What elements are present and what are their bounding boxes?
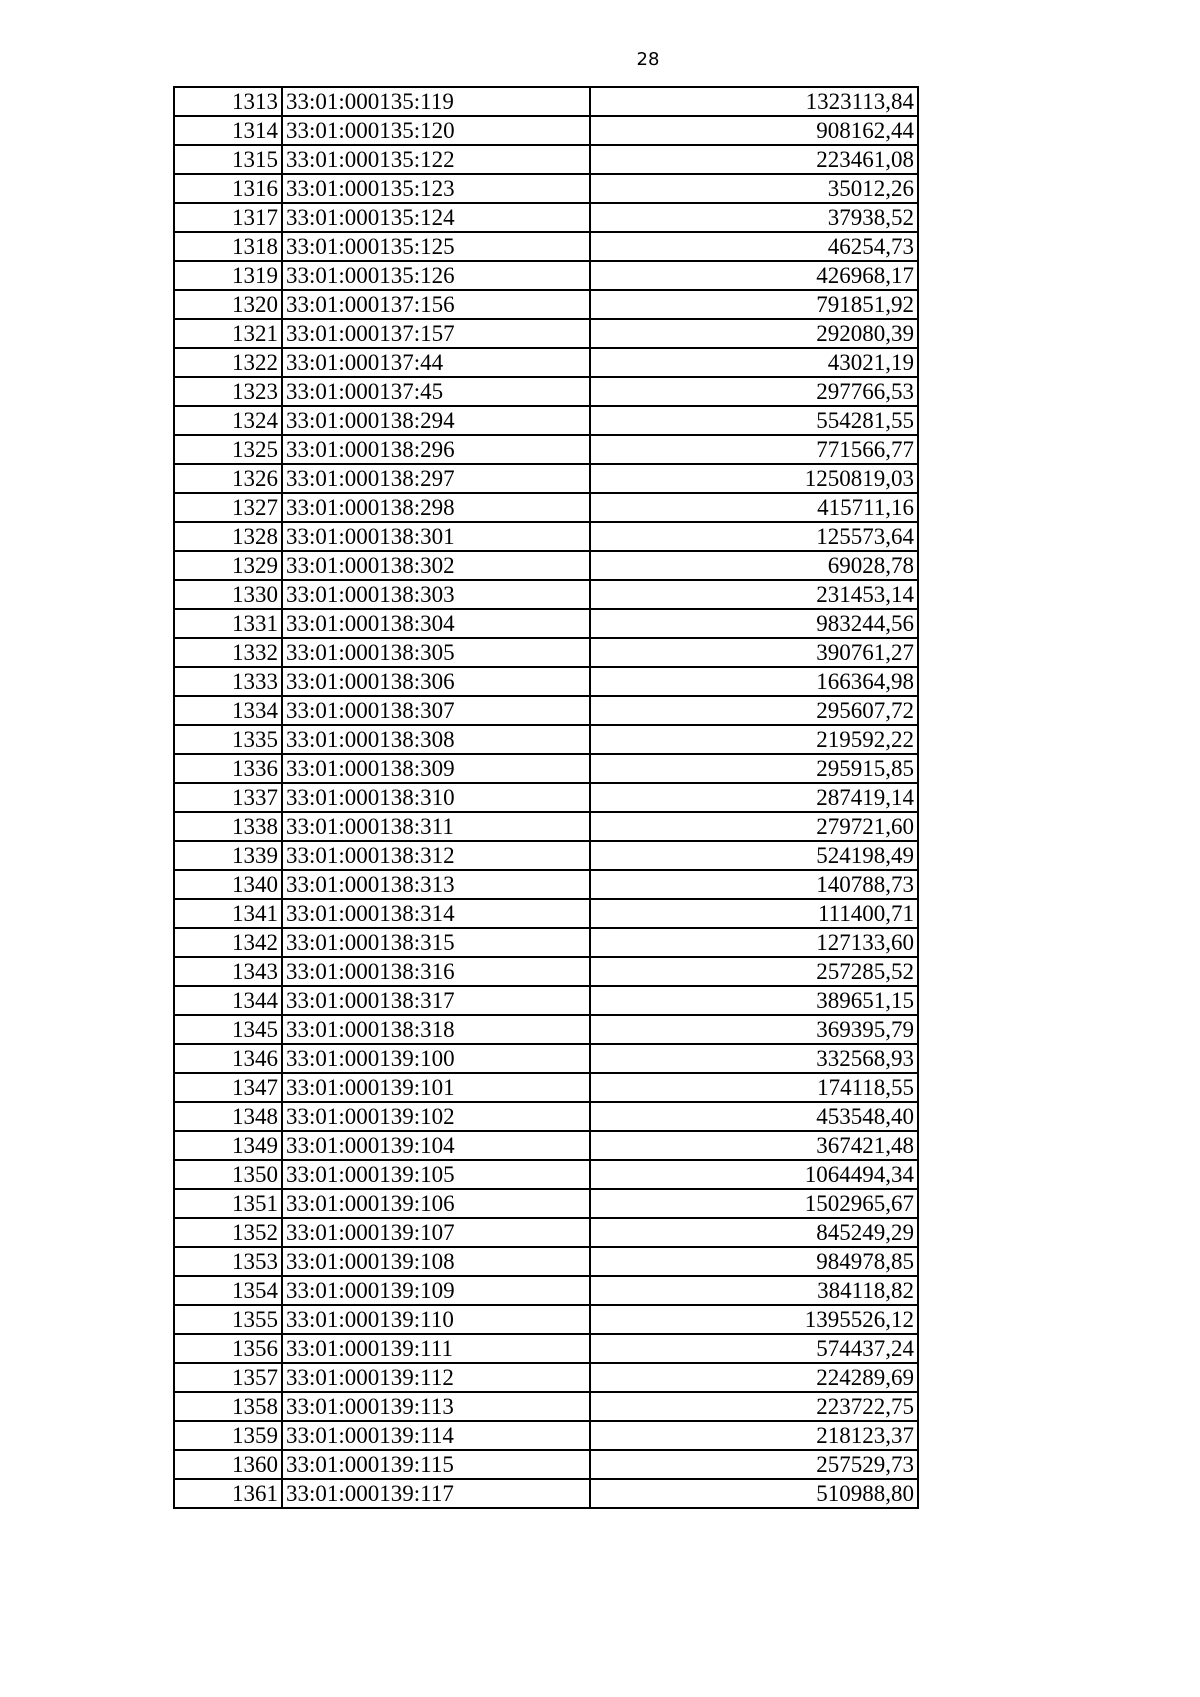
table-row [174, 986, 918, 1015]
table-row [174, 870, 918, 899]
table-row [174, 1044, 918, 1073]
row-number-cell: 1341 [174, 899, 282, 928]
cadastral-number-cell: 33:01:000138:315 [282, 928, 590, 957]
table-row [174, 493, 918, 522]
cadastral-value-cell: 332568,93 [590, 1044, 918, 1073]
row-number-cell: 1351 [174, 1189, 282, 1218]
table-row [174, 203, 918, 232]
cadastral-value-cell: 1395526,12 [590, 1305, 918, 1334]
table-row [174, 464, 918, 493]
cadastral-number-cell: 33:01:000138:310 [282, 783, 590, 812]
table-row [174, 174, 918, 203]
cadastral-value-cell: 1250819,03 [590, 464, 918, 493]
cadastral-number-cell: 33:01:000138:297 [282, 464, 590, 493]
cadastral-number-cell: 33:01:000139:105 [282, 1160, 590, 1189]
row-number-cell: 1346 [174, 1044, 282, 1073]
cadastral-number-cell: 33:01:000138:304 [282, 609, 590, 638]
cadastral-number-cell: 33:01:000138:303 [282, 580, 590, 609]
cadastral-value-cell: 223461,08 [590, 145, 918, 174]
row-number-cell: 1325 [174, 435, 282, 464]
table-row [174, 1305, 918, 1334]
cadastral-number-cell: 33:01:000137:156 [282, 290, 590, 319]
table-row [174, 290, 918, 319]
table-row [174, 145, 918, 174]
table-row [174, 232, 918, 261]
row-number-cell: 1360 [174, 1450, 282, 1479]
row-number-cell: 1335 [174, 725, 282, 754]
cadastral-value-cell: 791851,92 [590, 290, 918, 319]
table-row [174, 1189, 918, 1218]
cadastral-number-cell: 33:01:000138:301 [282, 522, 590, 551]
table-row [174, 609, 918, 638]
table-row [174, 1450, 918, 1479]
cadastral-value-cell: 174118,55 [590, 1073, 918, 1102]
row-number-cell: 1337 [174, 783, 282, 812]
table-row [174, 928, 918, 957]
table-row [174, 957, 918, 986]
cadastral-value-cell: 426968,17 [590, 261, 918, 290]
row-number-cell: 1326 [174, 464, 282, 493]
cadastral-value-cell: 224289,69 [590, 1363, 918, 1392]
cadastral-value-cell: 390761,27 [590, 638, 918, 667]
cadastral-number-cell: 33:01:000138:307 [282, 696, 590, 725]
cadastral-value-cell: 43021,19 [590, 348, 918, 377]
table-body [174, 87, 918, 1508]
cadastral-number-cell: 33:01:000138:305 [282, 638, 590, 667]
row-number-cell: 1323 [174, 377, 282, 406]
cadastral-number-cell: 33:01:000139:104 [282, 1131, 590, 1160]
row-number-cell: 1338 [174, 812, 282, 841]
cadastral-value-cell: 218123,37 [590, 1421, 918, 1450]
row-number-cell: 1344 [174, 986, 282, 1015]
cadastral-value-cell: 125573,64 [590, 522, 918, 551]
cadastral-value-cell: 524198,49 [590, 841, 918, 870]
cadastral-number-cell: 33:01:000139:108 [282, 1247, 590, 1276]
table-row [174, 667, 918, 696]
cadastral-number-cell: 33:01:000139:117 [282, 1479, 590, 1508]
row-number-cell: 1359 [174, 1421, 282, 1450]
cadastral-value-cell: 1323113,84 [590, 87, 918, 116]
cadastral-value-cell: 389651,15 [590, 986, 918, 1015]
row-number-cell: 1331 [174, 609, 282, 638]
row-number-cell: 1348 [174, 1102, 282, 1131]
cadastral-number-cell: 33:01:000135:122 [282, 145, 590, 174]
table-row [174, 377, 918, 406]
table-row [174, 899, 918, 928]
table-row [174, 87, 918, 116]
cadastral-number-cell: 33:01:000139:114 [282, 1421, 590, 1450]
table-row [174, 1276, 918, 1305]
row-number-cell: 1355 [174, 1305, 282, 1334]
row-number-cell: 1334 [174, 696, 282, 725]
cadastral-value-cell: 453548,40 [590, 1102, 918, 1131]
row-number-cell: 1317 [174, 203, 282, 232]
table-row [174, 348, 918, 377]
table-row [174, 116, 918, 145]
table-row [174, 725, 918, 754]
cadastral-value-cell: 111400,71 [590, 899, 918, 928]
table-row [174, 812, 918, 841]
cadastral-number-cell: 33:01:000138:309 [282, 754, 590, 783]
cadastral-value-cell: 297766,53 [590, 377, 918, 406]
table-row [174, 1218, 918, 1247]
row-number-cell: 1314 [174, 116, 282, 145]
table-row [174, 1334, 918, 1363]
cadastral-number-cell: 33:01:000138:318 [282, 1015, 590, 1044]
cadastral-number-cell: 33:01:000138:294 [282, 406, 590, 435]
cadastral-number-cell: 33:01:000138:317 [282, 986, 590, 1015]
page-number: 28 [636, 49, 660, 70]
cadastral-value-cell: 1502965,67 [590, 1189, 918, 1218]
cadastral-number-cell: 33:01:000138:314 [282, 899, 590, 928]
row-number-cell: 1319 [174, 261, 282, 290]
cadastral-number-cell: 33:01:000139:111 [282, 1334, 590, 1363]
cadastral-number-cell: 33:01:000138:302 [282, 551, 590, 580]
table-row [174, 1247, 918, 1276]
cadastral-number-cell: 33:01:000137:44 [282, 348, 590, 377]
cadastral-value-cell: 35012,26 [590, 174, 918, 203]
cadastral-value-table [173, 86, 919, 1509]
row-number-cell: 1354 [174, 1276, 282, 1305]
row-number-cell: 1333 [174, 667, 282, 696]
cadastral-value-cell: 574437,24 [590, 1334, 918, 1363]
cadastral-number-cell: 33:01:000135:119 [282, 87, 590, 116]
table-row [174, 522, 918, 551]
cadastral-value-cell: 69028,78 [590, 551, 918, 580]
row-number-cell: 1332 [174, 638, 282, 667]
row-number-cell: 1342 [174, 928, 282, 957]
row-number-cell: 1350 [174, 1160, 282, 1189]
cadastral-value-cell: 231453,14 [590, 580, 918, 609]
cadastral-number-cell: 33:01:000139:102 [282, 1102, 590, 1131]
row-number-cell: 1330 [174, 580, 282, 609]
row-number-cell: 1321 [174, 319, 282, 348]
table-row [174, 841, 918, 870]
cadastral-number-cell: 33:01:000139:110 [282, 1305, 590, 1334]
row-number-cell: 1347 [174, 1073, 282, 1102]
cadastral-number-cell: 33:01:000137:45 [282, 377, 590, 406]
cadastral-value-cell: 37938,52 [590, 203, 918, 232]
cadastral-number-cell: 33:01:000135:120 [282, 116, 590, 145]
cadastral-number-cell: 33:01:000138:306 [282, 667, 590, 696]
table-row [174, 1160, 918, 1189]
table-row [174, 1131, 918, 1160]
cadastral-number-cell: 33:01:000139:106 [282, 1189, 590, 1218]
cadastral-value-cell: 166364,98 [590, 667, 918, 696]
cadastral-value-cell: 219592,22 [590, 725, 918, 754]
cadastral-value-cell: 223722,75 [590, 1392, 918, 1421]
table-row [174, 1363, 918, 1392]
cadastral-number-cell: 33:01:000138:308 [282, 725, 590, 754]
table-row [174, 1015, 918, 1044]
cadastral-number-cell: 33:01:000135:124 [282, 203, 590, 232]
cadastral-number-cell: 33:01:000138:296 [282, 435, 590, 464]
cadastral-value-cell: 984978,85 [590, 1247, 918, 1276]
table-row [174, 261, 918, 290]
row-number-cell: 1322 [174, 348, 282, 377]
table-row [174, 696, 918, 725]
row-number-cell: 1328 [174, 522, 282, 551]
row-number-cell: 1313 [174, 87, 282, 116]
cadastral-number-cell: 33:01:000139:100 [282, 1044, 590, 1073]
table-row [174, 1421, 918, 1450]
cadastral-value-cell: 295607,72 [590, 696, 918, 725]
cadastral-number-cell: 33:01:000135:125 [282, 232, 590, 261]
cadastral-number-cell: 33:01:000135:126 [282, 261, 590, 290]
table-row [174, 1479, 918, 1508]
row-number-cell: 1340 [174, 870, 282, 899]
row-number-cell: 1357 [174, 1363, 282, 1392]
cadastral-value-cell: 510988,80 [590, 1479, 918, 1508]
cadastral-value-cell: 908162,44 [590, 116, 918, 145]
row-number-cell: 1329 [174, 551, 282, 580]
cadastral-value-cell: 287419,14 [590, 783, 918, 812]
cadastral-value-cell: 554281,55 [590, 406, 918, 435]
cadastral-value-cell: 384118,82 [590, 1276, 918, 1305]
cadastral-number-cell: 33:01:000138:316 [282, 957, 590, 986]
table-row [174, 551, 918, 580]
row-number-cell: 1353 [174, 1247, 282, 1276]
row-number-cell: 1361 [174, 1479, 282, 1508]
table-row [174, 1392, 918, 1421]
cadastral-value-cell: 140788,73 [590, 870, 918, 899]
cadastral-value-cell: 369395,79 [590, 1015, 918, 1044]
row-number-cell: 1324 [174, 406, 282, 435]
table-row [174, 406, 918, 435]
table-row [174, 638, 918, 667]
cadastral-value-cell: 295915,85 [590, 754, 918, 783]
cadastral-number-cell: 33:01:000139:113 [282, 1392, 590, 1421]
cadastral-value-cell: 127133,60 [590, 928, 918, 957]
row-number-cell: 1336 [174, 754, 282, 783]
cadastral-value-cell: 46254,73 [590, 232, 918, 261]
row-number-cell: 1349 [174, 1131, 282, 1160]
row-number-cell: 1320 [174, 290, 282, 319]
table-row [174, 754, 918, 783]
cadastral-number-cell: 33:01:000139:109 [282, 1276, 590, 1305]
cadastral-value-cell: 257285,52 [590, 957, 918, 986]
cadastral-number-cell: 33:01:000139:115 [282, 1450, 590, 1479]
table-row [174, 435, 918, 464]
row-number-cell: 1356 [174, 1334, 282, 1363]
cadastral-number-cell: 33:01:000137:157 [282, 319, 590, 348]
cadastral-number-cell: 33:01:000138:313 [282, 870, 590, 899]
row-number-cell: 1352 [174, 1218, 282, 1247]
row-number-cell: 1315 [174, 145, 282, 174]
cadastral-number-cell: 33:01:000135:123 [282, 174, 590, 203]
cadastral-value-cell: 1064494,34 [590, 1160, 918, 1189]
row-number-cell: 1358 [174, 1392, 282, 1421]
row-number-cell: 1327 [174, 493, 282, 522]
table-row [174, 319, 918, 348]
cadastral-value-cell: 415711,16 [590, 493, 918, 522]
cadastral-number-cell: 33:01:000139:107 [282, 1218, 590, 1247]
cadastral-value-cell: 257529,73 [590, 1450, 918, 1479]
cadastral-value-cell: 292080,39 [590, 319, 918, 348]
cadastral-number-cell: 33:01:000138:311 [282, 812, 590, 841]
table-row [174, 783, 918, 812]
cadastral-value-cell: 367421,48 [590, 1131, 918, 1160]
table-row [174, 1073, 918, 1102]
row-number-cell: 1343 [174, 957, 282, 986]
cadastral-value-cell: 983244,56 [590, 609, 918, 638]
cadastral-value-cell: 845249,29 [590, 1218, 918, 1247]
table-row [174, 1102, 918, 1131]
table-row [174, 580, 918, 609]
row-number-cell: 1345 [174, 1015, 282, 1044]
row-number-cell: 1318 [174, 232, 282, 261]
cadastral-number-cell: 33:01:000139:101 [282, 1073, 590, 1102]
row-number-cell: 1339 [174, 841, 282, 870]
cadastral-number-cell: 33:01:000138:298 [282, 493, 590, 522]
row-number-cell: 1316 [174, 174, 282, 203]
cadastral-value-cell: 771566,77 [590, 435, 918, 464]
cadastral-number-cell: 33:01:000139:112 [282, 1363, 590, 1392]
cadastral-number-cell: 33:01:000138:312 [282, 841, 590, 870]
cadastral-value-cell: 279721,60 [590, 812, 918, 841]
